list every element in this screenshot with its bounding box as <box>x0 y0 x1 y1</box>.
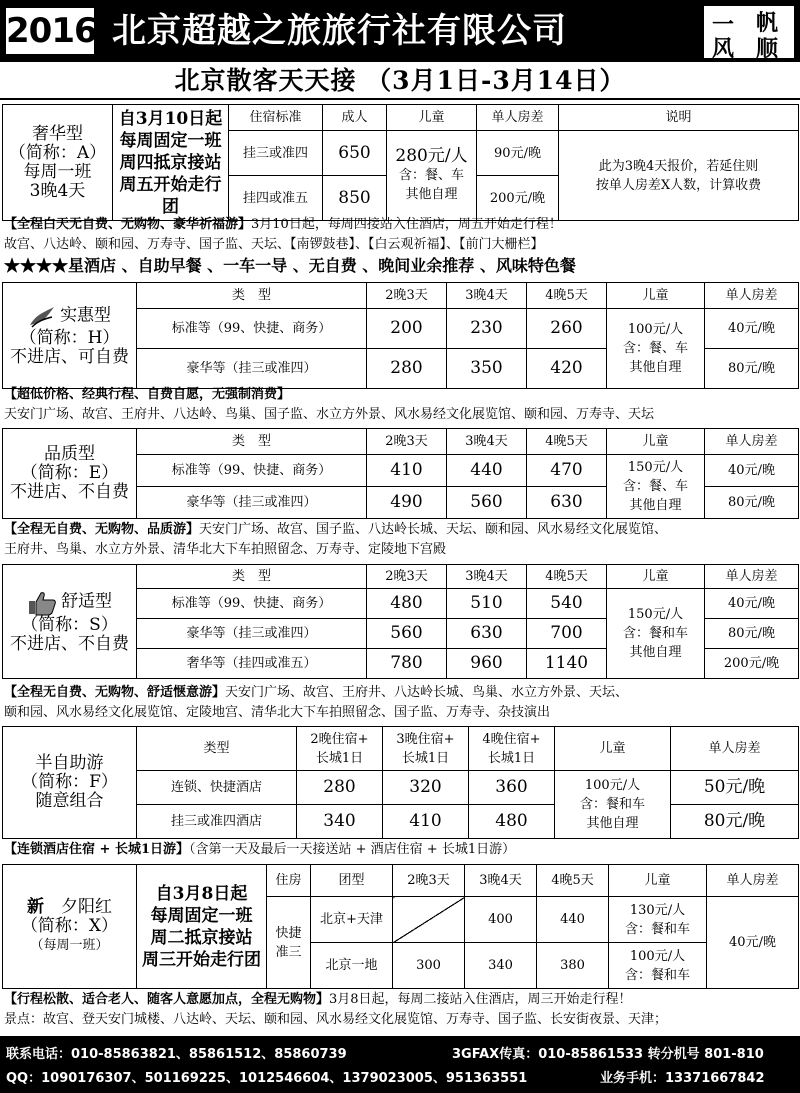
header-line: 4晚住宿+ <box>482 731 541 747</box>
room-type: 标准等（99、快捷、商务） <box>137 455 367 487</box>
price-2n3d: 560 <box>367 619 447 649</box>
header-line: 长城1日 <box>401 750 450 766</box>
notice-line: 自3月8日起 <box>155 883 248 904</box>
header-line: 3晚住宿+ <box>396 731 455 747</box>
qq-numbers: 1090176307、501169225、1012546604、1379023005、951363551 <box>41 1071 528 1086</box>
column-header: 4晚5天 <box>537 865 609 897</box>
child-price: 100元/人 <box>584 778 641 793</box>
banner-title: 【全程白天无自费、无购物、豪华祈福游】 <box>4 217 252 232</box>
room-type: 标准等（99、快捷、商务） <box>137 589 367 619</box>
room-type: 豪华等（挂三或准四） <box>137 487 367 519</box>
header-line: 长城1日 <box>315 750 364 766</box>
price-4n5d: 440 <box>537 897 609 943</box>
price-3n4d: 230 <box>447 309 527 349</box>
price-3n4d: 440 <box>447 455 527 487</box>
slogan-char: 风 <box>712 36 735 62</box>
luxury-banner <box>4 215 796 234</box>
price-4n5d: 380 <box>537 943 609 989</box>
child-includes: 含：餐、车 <box>622 479 688 494</box>
single-supplement: 50元/晚 <box>671 771 799 805</box>
banner-title: 【全程无自费、无购物、舒适惬意游】 <box>4 685 226 700</box>
luxury-type-cell <box>3 105 113 221</box>
column-header: 单人房差 <box>705 429 799 455</box>
contact-footer <box>0 1036 800 1093</box>
type-code: （简称：E） <box>20 463 119 483</box>
column-header: 儿童 <box>555 727 671 771</box>
column-header: 住宿标准 <box>229 105 323 131</box>
child-price-cell <box>609 897 707 943</box>
child-other: 其他自理 <box>629 498 682 513</box>
child-price-cell <box>607 589 705 679</box>
quality-type-cell <box>3 429 137 519</box>
banner-title: 【超低价格、经典行程、自费自愿，无强制消费】 <box>4 387 291 402</box>
child-other: 其他自理 <box>629 645 682 660</box>
child-includes: 含：餐和车 <box>624 967 690 983</box>
price-4n5d: 700 <box>527 619 607 649</box>
price-2n: 280 <box>297 771 383 805</box>
child-price-cell <box>609 943 707 989</box>
price-2n3d: 410 <box>367 455 447 487</box>
column-header: 类 型 <box>137 429 367 455</box>
type-code: （简称：A） <box>8 142 107 163</box>
child-price: 130元/人 <box>629 902 686 918</box>
child-includes: 含：餐、车 <box>622 341 688 356</box>
sunset-banner <box>4 990 796 1009</box>
price-4n5d: 420 <box>527 349 607 389</box>
column-header: 单人房差 <box>477 105 559 131</box>
note-line: 此为3晚4天报价，若延住则 <box>598 158 759 174</box>
type-policy: 随意组合 <box>35 791 104 811</box>
type-name: 半自助游 <box>35 753 104 773</box>
adult-price: 850 <box>323 176 387 221</box>
type-policy: 不进店、可自费 <box>10 346 129 367</box>
notice-line: 每周固定一班 <box>119 130 222 151</box>
fax-label: 3GFAX传真： <box>452 1047 539 1062</box>
banner-title: 【全程无自费、无购物、品质游】 <box>4 522 200 537</box>
bird-icon <box>28 305 56 329</box>
single-supplement: 40元/晚 <box>707 897 799 989</box>
notice-line: 周四抵京接站 <box>119 152 222 173</box>
column-header: 类型 <box>137 727 297 771</box>
economy-table <box>2 282 799 389</box>
thumbs-up-icon <box>27 590 57 616</box>
column-header: 3晚4天 <box>447 429 527 455</box>
column-header: 类 型 <box>137 565 367 589</box>
price-2n3d: 280 <box>367 349 447 389</box>
type-code: （简称：H） <box>19 327 120 348</box>
banner-text: 天安门广场、故宫、国子监、八达岭长城、天坛、颐和园、风水易经文化展览馆、 <box>199 522 668 537</box>
phone-line <box>6 1043 347 1062</box>
lodging-line: 快捷 <box>275 925 302 941</box>
column-header: 2晚3天 <box>367 283 447 309</box>
price-3n: 410 <box>383 805 469 839</box>
notice-line: 周三开始走行团 <box>142 949 261 970</box>
luxury-notice-cell <box>113 105 229 221</box>
type-code: （简称：F） <box>21 772 118 792</box>
single-supplement: 200元/晚 <box>705 649 799 679</box>
column-header: 儿童 <box>609 865 707 897</box>
lodging-standard: 挂三或准四 <box>229 131 323 176</box>
type-schedule: （每周一班） <box>30 938 109 953</box>
luxury-table <box>2 104 799 221</box>
semi-type-cell <box>3 727 137 839</box>
luxury-features: ★★★★星酒店 、自助早餐 、一车一导 、无自费 、晚间业余推荐 、风味特色餐 <box>4 256 576 275</box>
type-name: 奢华型 <box>32 123 83 144</box>
quality-table <box>2 428 799 519</box>
qq-label: QQ： <box>6 1071 42 1086</box>
single-supplement: 80元/晚 <box>671 805 799 839</box>
sunset-notice-cell <box>137 865 267 989</box>
lodging-cell <box>267 897 311 989</box>
price-2n: 340 <box>297 805 383 839</box>
phone-label: 联系电话： <box>6 1047 72 1062</box>
banner-text: 天安门广场、故宫、王府井、八达岭长城、鸟巢、水立方外景、天坛、 <box>225 685 629 700</box>
child-price: 100元/人 <box>627 322 684 337</box>
sunset-sites: 景点：故宫、登天安门城楼、八达岭、天坛、颐和园、风水易经文化展览馆、万寿寺、国子监、长安街夜景、天津； <box>4 1012 668 1027</box>
price-4n5d: 470 <box>527 455 607 487</box>
slogan-char: 顺 <box>756 36 779 62</box>
column-header: 4晚5天 <box>527 565 607 589</box>
banner-text: （含第一天及最后一天接送站 + 酒店住宿 + 长城1日游） <box>189 842 516 857</box>
banner-title: 【行程松散、适合老人、随客人意愿加点，全程无购物】 <box>4 992 330 1007</box>
type-name: 实惠型 <box>60 305 112 325</box>
child-price: 150元/人 <box>627 460 684 475</box>
column-header: 儿童 <box>387 105 477 131</box>
column-header <box>297 727 383 771</box>
comfort-table <box>2 564 799 679</box>
hotel-type: 挂三或准四酒店 <box>137 805 297 839</box>
comfort-type-cell <box>3 565 137 679</box>
type-name: 舒适型 <box>61 591 113 611</box>
mobile-label: 业务手机： <box>600 1071 666 1086</box>
slogan-char: 帆 <box>756 10 779 36</box>
year-badge: 2016 <box>6 8 94 54</box>
banner-text: 3月8日起，每周二接站入住酒店，周三开始走行程！ <box>329 992 632 1007</box>
child-price: 100元/人 <box>629 948 686 964</box>
quality-sites: 王府井、鸟巢、水立方外景、清华北大下车拍照留念、万寿寺、定陵地下宫殿 <box>4 542 447 557</box>
column-header: 儿童 <box>607 283 705 309</box>
company-name: 北京超越之旅旅行社有限公司 <box>112 11 567 51</box>
price-4n5d: 260 <box>527 309 607 349</box>
fax-line <box>452 1043 764 1062</box>
header-line: 2晚住宿+ <box>310 731 369 747</box>
banner-text: 3月10日起，每周四接站入住酒店，周五开始走行程！ <box>251 217 562 232</box>
column-header: 单人房差 <box>705 565 799 589</box>
price-2n3d: 480 <box>367 589 447 619</box>
column-header: 儿童 <box>607 565 705 589</box>
notice-line: 自3月10日起 <box>118 108 223 129</box>
mobile-number: 13371667842 <box>665 1071 765 1086</box>
type-code: （简称：X） <box>20 916 119 936</box>
column-header: 成人 <box>323 105 387 131</box>
child-includes: 含：餐、车 <box>398 168 464 183</box>
type-name: 夕阳红 <box>61 897 112 917</box>
room-type: 奢华等（挂四或准五） <box>137 649 367 679</box>
child-other: 其他自理 <box>405 187 458 202</box>
column-header <box>469 727 555 771</box>
price-4n: 360 <box>469 771 555 805</box>
group-type: 北京+天津 <box>311 897 393 943</box>
column-header: 3晚4天 <box>447 283 527 309</box>
single-supplement: 40元/晚 <box>705 309 799 349</box>
price-2n3d-na <box>393 897 465 943</box>
luxury-note-cell <box>559 131 799 221</box>
column-header: 单人房差 <box>705 283 799 309</box>
slogan-box <box>704 6 794 62</box>
type-name-line <box>5 898 134 917</box>
column-header: 2晚3天 <box>367 565 447 589</box>
child-price-cell <box>387 131 477 221</box>
mobile-line <box>600 1067 765 1086</box>
price-2n3d: 780 <box>367 649 447 679</box>
child-price: 150元/人 <box>627 607 684 622</box>
child-price: 280元/人 <box>395 146 468 166</box>
notice-line: 每周固定一班 <box>150 905 253 926</box>
type-policy: 不进店、不自费 <box>10 633 129 654</box>
sunset-table <box>2 864 799 989</box>
price-3n4d: 510 <box>447 589 527 619</box>
price-2n3d: 300 <box>393 943 465 989</box>
type-code: （简称：S） <box>21 614 118 635</box>
price-4n5d: 1140 <box>527 649 607 679</box>
slogan-char: 一 <box>712 12 735 38</box>
single-supplement: 40元/晚 <box>705 589 799 619</box>
quality-banner <box>4 520 796 539</box>
column-header: 4晚5天 <box>527 429 607 455</box>
sunset-type-cell <box>3 865 137 989</box>
column-header: 儿童 <box>607 429 705 455</box>
luxury-sites: 故宫、八达岭、颐和园、万寿寺、国子监、天坛、【南锣鼓巷】、【白云观祈福】、【前门大栅栏】 <box>4 237 544 252</box>
economy-type-cell <box>3 283 137 389</box>
child-other: 其他自理 <box>586 816 639 831</box>
column-header: 单人房差 <box>707 865 799 897</box>
economy-banner <box>4 385 796 404</box>
lodging-line: 准三 <box>275 944 302 960</box>
price-3n4d: 560 <box>447 487 527 519</box>
single-supplement: 40元/晚 <box>705 455 799 487</box>
semi-banner <box>4 840 796 859</box>
comfort-sites: 颐和园、风水易经文化展览馆、定陵地宫、清华北大下车拍照留念、国子监、万寿寺、杂技演出 <box>4 705 551 720</box>
type-policy: 不进店、不自费 <box>10 482 129 502</box>
notice-line: 周二抵京接站 <box>150 927 253 948</box>
column-header: 3晚4天 <box>465 865 537 897</box>
column-header: 类 型 <box>137 283 367 309</box>
child-includes: 含：餐和车 <box>624 921 690 937</box>
single-supplement: 80元/晚 <box>705 349 799 389</box>
price-4n: 480 <box>469 805 555 839</box>
price-3n4d: 400 <box>465 897 537 943</box>
price-3n4d: 960 <box>447 649 527 679</box>
single-supplement: 90元/晚 <box>477 131 559 176</box>
single-supplement: 80元/晚 <box>705 487 799 519</box>
price-2n3d: 200 <box>367 309 447 349</box>
type-duration: 3晚4天 <box>29 180 86 201</box>
comfort-banner <box>4 683 796 702</box>
phone-numbers: 010-85863821、85861512、85860739 <box>71 1047 347 1062</box>
price-4n5d: 540 <box>527 589 607 619</box>
price-3n4d: 340 <box>465 943 537 989</box>
qq-line <box>6 1067 527 1086</box>
economy-sites: 天安门广场、故宫、王府井、八达岭、鸟巢、国子监、水立方外景、风水易经文化展览馆、颐和园、万寿寺、天坛 <box>4 407 655 422</box>
child-price-cell <box>607 455 705 519</box>
price-3n4d: 630 <box>447 619 527 649</box>
notice-line: 周五开始走行团 <box>119 174 222 217</box>
page-subtitle: 北京散客天天接 （3月1日-3月14日） <box>0 62 800 100</box>
price-3n4d: 350 <box>447 349 527 389</box>
type-schedule: 每周一班 <box>23 161 92 182</box>
title-bar <box>0 0 800 62</box>
child-includes: 含：餐和车 <box>622 626 688 641</box>
room-type: 豪华等（挂三或准四） <box>137 619 367 649</box>
child-price-cell <box>555 771 671 839</box>
fax-number: 010-85861533 转分机号 801-810 <box>538 1047 764 1062</box>
column-header: 住房 <box>267 865 311 897</box>
column-header: 单人房差 <box>671 727 799 771</box>
room-type: 豪华等（挂三或准四） <box>137 349 367 389</box>
banner-title: 【连锁酒店住宿 + 长城1日游】 <box>4 842 189 857</box>
type-name: 品质型 <box>44 444 95 464</box>
child-price-cell <box>607 309 705 389</box>
column-header: 2晚3天 <box>367 429 447 455</box>
column-header: 3晚4天 <box>447 565 527 589</box>
hotel-type: 连锁、快捷酒店 <box>137 771 297 805</box>
single-supplement: 80元/晚 <box>705 619 799 649</box>
semi-table <box>2 726 799 839</box>
header-line: 长城1日 <box>487 750 536 766</box>
lodging-standard: 挂四或准五 <box>229 176 323 221</box>
price-2n3d: 490 <box>367 487 447 519</box>
child-other: 其他自理 <box>629 360 682 375</box>
column-header: 2晚3天 <box>393 865 465 897</box>
column-header: 团型 <box>311 865 393 897</box>
room-type: 标准等（99、快捷、商务） <box>137 309 367 349</box>
group-type: 北京一地 <box>311 943 393 989</box>
column-header <box>383 727 469 771</box>
single-supplement: 200元/晚 <box>477 176 559 221</box>
new-tag: 新 <box>27 897 44 917</box>
column-header: 4晚5天 <box>527 283 607 309</box>
column-header: 说明 <box>559 105 799 131</box>
note-line: 按单人房差X人数，计算收费 <box>595 177 762 193</box>
price-3n: 320 <box>383 771 469 805</box>
child-includes: 含：餐和车 <box>579 797 645 812</box>
price-4n5d: 630 <box>527 487 607 519</box>
adult-price: 650 <box>323 131 387 176</box>
